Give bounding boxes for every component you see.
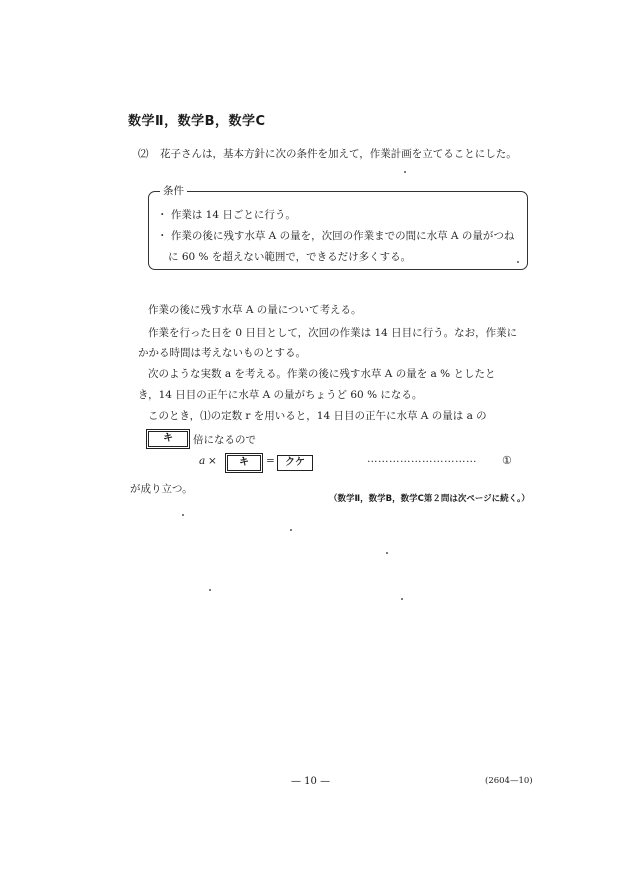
answer-box-ki: キ [227, 455, 261, 471]
condition-item: ・ 作業の後に残す水草 A の量を，次回の作業までの間に水草 A の量がつね [157, 230, 515, 242]
continued-note: （数学Ⅱ，数学B，数学C第２問は次ページに続く。） [329, 494, 530, 504]
body-paragraph: き，14 日目の正午に水草 A の量がちょうど 60 % になる。 [138, 389, 423, 401]
page-code: (2604—10) [485, 776, 533, 786]
body-text: が成り立つ。 [130, 483, 193, 495]
scan-speck [290, 529, 292, 531]
body-paragraph: 次のような実数 a を考える。作業の後に残す水草 A の量を a % としたと [148, 368, 496, 380]
scan-speck [517, 261, 519, 263]
equation-variable: a [199, 455, 206, 467]
body-paragraph: 作業の後に残す水草 A の量について考える。 [148, 304, 362, 316]
page-number: — 10 — [291, 776, 331, 787]
equation-equals: = [266, 455, 275, 467]
equation-times: × [208, 455, 217, 467]
condition-item-continued: に 60 % を超えない範囲で，できるだけ多くする。 [168, 251, 412, 263]
problem-intro: 花子さんは，基本方針に次の条件を加えて，作業計画を立てることにした。 [160, 148, 517, 160]
problem-number: ⑵ [138, 148, 149, 160]
answer-box-ki: キ [148, 431, 188, 447]
scan-speck [386, 552, 388, 554]
scan-speck [404, 171, 406, 173]
body-paragraph: 作業を行った日を 0 日目として，次回の作業は 14 日目に行う。なお，作業に [148, 327, 518, 339]
section-title: 数学Ⅱ，数学B，数学C [128, 114, 266, 129]
conditions-label: 条件 [160, 183, 187, 198]
answer-box-kuke: クケ [277, 455, 313, 471]
condition-item: ・ 作業は 14 日ごとに行う。 [157, 209, 296, 221]
scan-speck [182, 514, 184, 516]
body-text: 倍になるので [193, 434, 256, 446]
body-paragraph: このとき，⑴の定数 r を用いると，14 日目の正午に水草 A の量は a の [148, 410, 487, 422]
leader-dots: ………………………… [367, 453, 477, 465]
body-paragraph: かかる時間は考えないものとする。 [138, 347, 306, 359]
equation-number: ① [502, 454, 512, 467]
scan-speck [401, 598, 403, 600]
scan-speck [209, 589, 211, 591]
